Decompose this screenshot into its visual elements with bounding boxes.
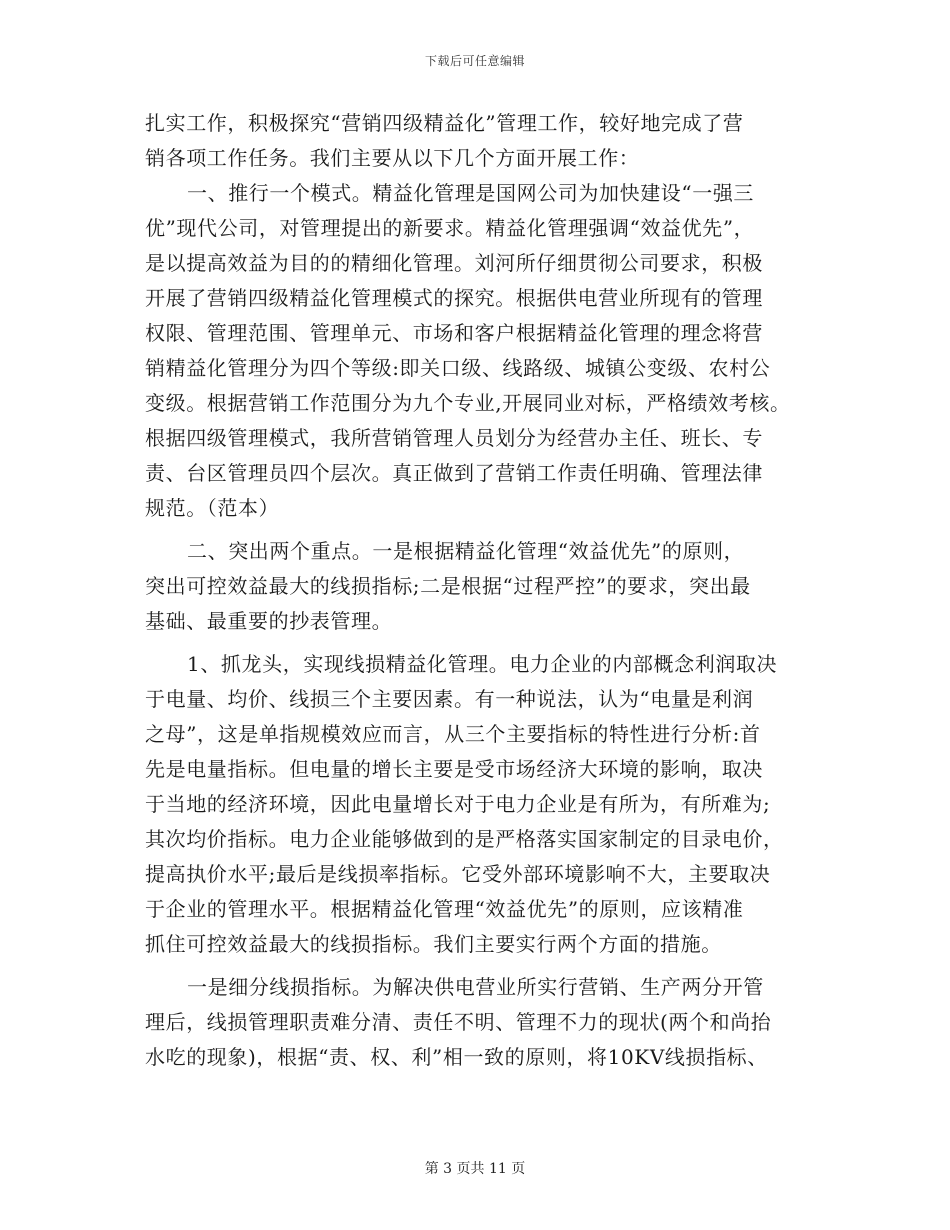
page-header-note: 下载后可任意编辑 [424, 54, 525, 68]
paragraph-mode [145, 176, 815, 526]
text-line: 基础、最重要的抄表管理。 [145, 609, 393, 633]
paragraph-line-loss [145, 647, 815, 962]
text-line: 销各项工作任务。我们主要从以下几个方面开展工作： [145, 146, 640, 170]
text-line: 规范。（范本） [145, 496, 280, 520]
text-line: 提高执价水平;最后是线损率指标。它受外部环境影响不大，主要取决 [145, 862, 771, 886]
text-line: 优”现代公司，对管理提出的新要求。精益化管理强调“效益优先”， [145, 216, 755, 240]
text-line: 责、台区管理员四个层次。真正做到了营销工作责任明确、管理法律 [145, 461, 763, 485]
text-line: 扎实工作，积极探究“营销四级精益化”管理工作，较好地完成了营 [145, 111, 744, 135]
text-line: 1、抓龙头，实现线损精益化管理。电力企业的内部概念利润取决 [187, 652, 778, 676]
text-line: 根据四级管理模式，我所营销管理人员划分为经营办主任、班长、专 [145, 426, 763, 450]
paragraph-subdivide [145, 970, 815, 1075]
text-line: 二、突出两个重点。一是根据精益化管理“效益优先”的原则， [187, 539, 745, 563]
text-line: 一是细分线损指标。为解决供电营业所实行营销、生产两分开管 [187, 975, 764, 999]
text-line: 变级。根据营销工作范围分为九个专业,开展同业对标，严格绩效考核。 [145, 391, 791, 415]
text-line: 权限、管理范围、管理单元、市场和客户根据精益化管理的理念将营 [145, 321, 763, 345]
text-line: 突出可控效益最大的线损指标;二是根据“过程严控”的要求，突出最 [145, 574, 751, 598]
page-number: 第 3 页共 11 页 [424, 1161, 526, 1177]
text-line: 其次均价指标。电力企业能够做到的是严格落实国家制定的目录电价， [145, 827, 784, 851]
text-line: 销精益化管理分为四个等级:即关口级、线路级、城镇公变级、农村公 [145, 356, 771, 380]
text-line: 开展了营销四级精益化管理模式的探究。根据供电营业所现有的管理 [145, 286, 763, 310]
text-line: 是以提高效益为目的的精细化管理。刘河所仔细贯彻公司要求，积极 [145, 251, 763, 275]
document-body [145, 106, 815, 1075]
text-line: 之母”，这是单指规模效应而言，从三个主要指标的特性进行分析:首 [145, 722, 761, 746]
paragraph-focus [145, 534, 815, 639]
text-line: 抓住可控效益最大的线损指标。我们主要实行两个方面的措施。 [145, 932, 722, 956]
text-line: 先是电量指标。但电量的增长主要是受市场经济大环境的影响，取决 [145, 757, 763, 781]
text-line: 水吃的现象)，根据“责、权、利”相一致的原则，将10KV线损指标、 [145, 1045, 768, 1069]
text-line: 理后，线损管理职责难分清、责任不明、管理不力的现状(两个和尚抬 [145, 1010, 772, 1034]
text-line: 于企业的管理水平。根据精益化管理“效益优先”的原则，应该精准 [145, 897, 744, 921]
text-line: 于电量、均价、线损三个主要因素。有一种说法，认为“电量是利润 [145, 687, 754, 711]
text-line: 一、推行一个模式。精益化管理是国网公司为加快建设“一强三 [187, 181, 755, 205]
paragraph-continuation [145, 106, 815, 176]
text-line: 于当地的经济环境，因此电量增长对于电力企业是有所为，有所难为; [145, 792, 771, 816]
